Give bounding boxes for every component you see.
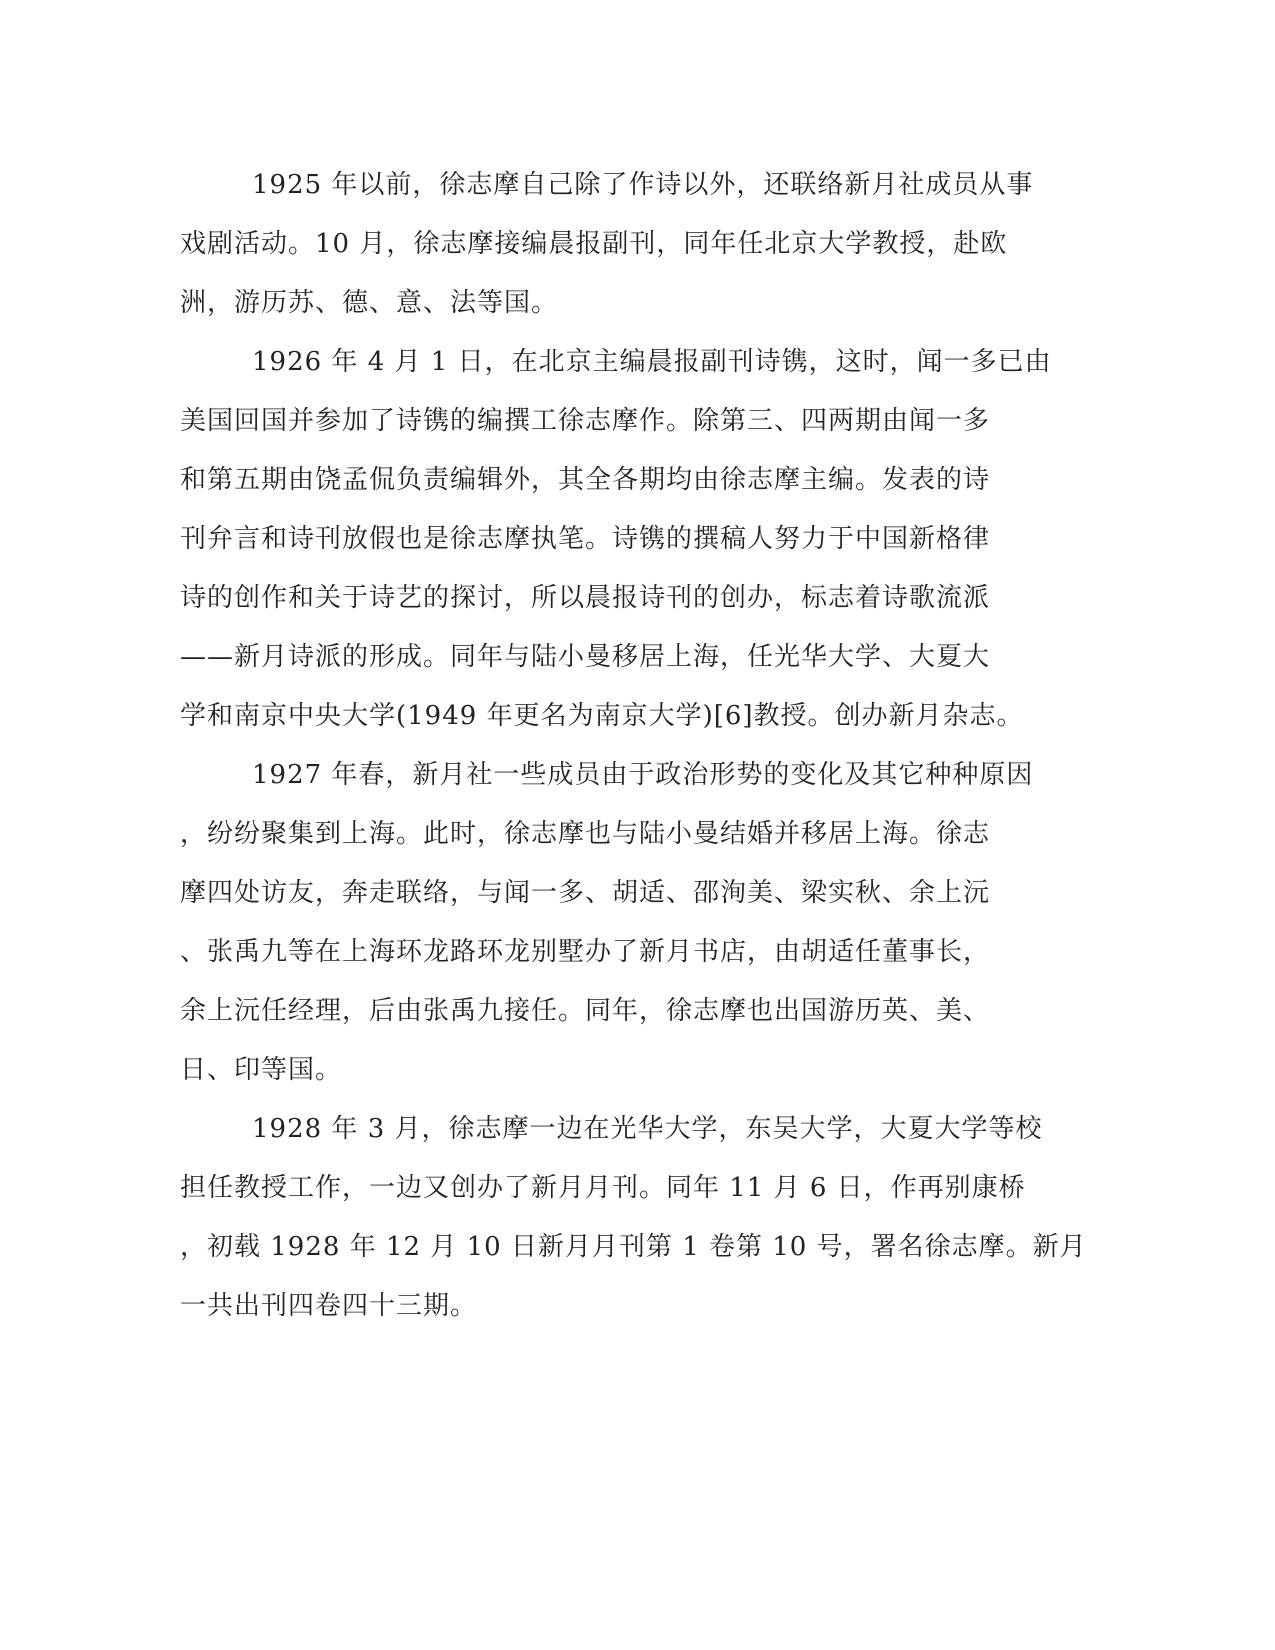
- paragraph-line: 刊弁言和诗刊放假也是徐志摩执笔。诗镌的撰稿人努力于中国新格律: [180, 524, 991, 554]
- paragraph-line: 1925 年以前，徐志摩自己除了作诗以外，还联络新月社成员从事: [252, 170, 1034, 200]
- paragraph-line: 戏剧活动。10 月，徐志摩接编晨报副刊，同年任北京大学教授，赴欧: [180, 229, 1008, 259]
- paragraph-line: 余上沅任经理，后由张禹九接任。同年，徐志摩也出国游历英、美、: [180, 996, 991, 1026]
- paragraph-line: 学和南京中央大学(1949 年更名为南京大学)[6]教授。创办新月杂志。: [180, 701, 1024, 731]
- paragraph-line: ，纷纷聚集到上海。此时，徐志摩也与陆小曼结婚并移居上海。徐志: [180, 819, 991, 849]
- paragraph-1927: [180, 746, 1040, 1100]
- paragraph-line: 摩四处访友，奔走联络，与闻一多、胡适、邵洵美、梁实秋、余上沅: [180, 878, 991, 908]
- paragraph-line: 诗的创作和关于诗艺的探讨，所以晨报诗刊的创办，标志着诗歌流派: [180, 583, 991, 613]
- paragraph-line: 一共出刊四卷四十三期。: [180, 1291, 478, 1321]
- paragraph-line: ，初载 1928 年 12 月 10 日新月月刊第 1 卷第 10 号，署名徐志摩。新月: [180, 1232, 1087, 1262]
- paragraph-1925: [180, 156, 1040, 333]
- paragraph-line: ——新月诗派的形成。同年与陆小曼移居上海，任光华大学、大夏大: [180, 642, 991, 672]
- paragraph-line: 、张禹九等在上海环龙路环龙别墅办了新月书店，由胡适任董事长，: [180, 937, 991, 967]
- paragraph-1926: [180, 333, 1052, 746]
- document-body: [180, 156, 1087, 1336]
- paragraph-1928: [180, 1100, 1087, 1336]
- paragraph-line: 日、印等国。: [180, 1055, 343, 1085]
- paragraph-line: 1926 年 4 月 1 日，在北京主编晨报副刊诗镌，这时，闻一多已由: [252, 347, 1052, 377]
- paragraph-line: 美国回国并参加了诗镌的编撰工徐志摩作。除第三、四两期由闻一多: [180, 406, 991, 436]
- paragraph-line: 洲，游历苏、德、意、法等国。: [180, 288, 559, 318]
- paragraph-line: 1928 年 3 月，徐志摩一边在光华大学，东吴大学，大夏大学等校: [252, 1114, 1043, 1144]
- paragraph-line: 1927 年春，新月社一些成员由于政治形势的变化及其它种种原因: [252, 760, 1034, 790]
- paragraph-line: 和第五期由饶孟侃负责编辑外，其全各期均由徐志摩主编。发表的诗: [180, 465, 991, 495]
- paragraph-line: 担任教授工作，一边又创办了新月月刊。同年 11 月 6 日，作再别康桥: [180, 1173, 1026, 1203]
